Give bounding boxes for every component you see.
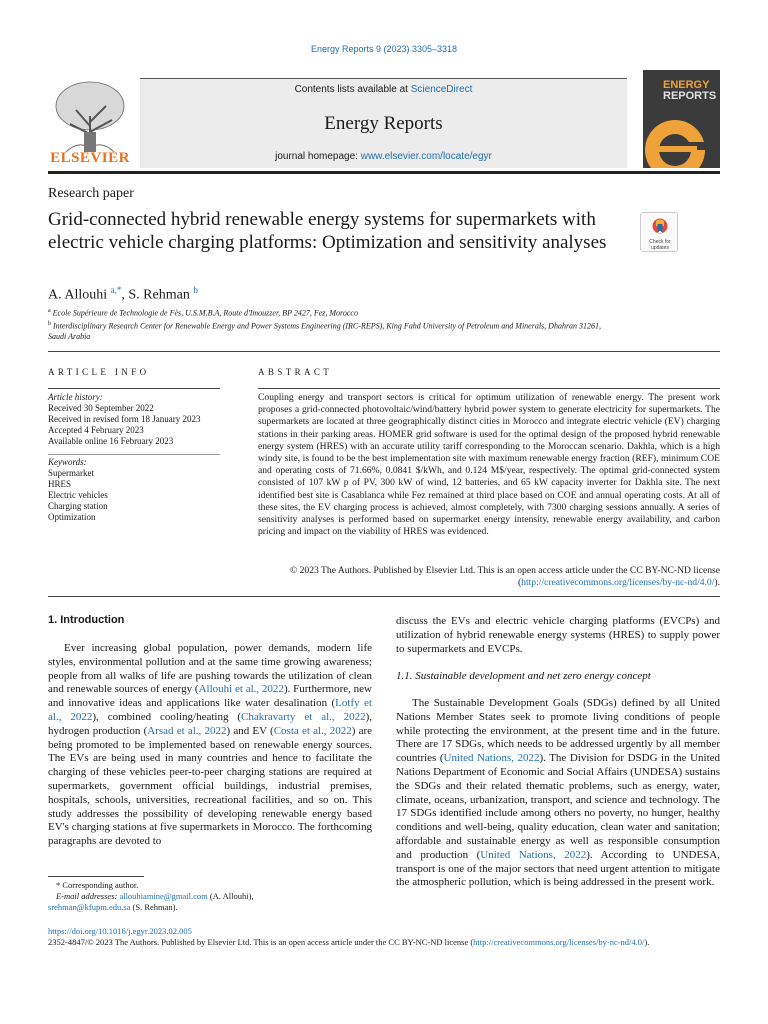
ref-arsad-link[interactable]: Arsad et al., 2022 bbox=[147, 724, 227, 737]
affiliations bbox=[48, 306, 608, 342]
doi-link[interactable]: https://doi.org/10.1016/j.egyr.2023.02.005 bbox=[48, 926, 192, 936]
affil-a-marker: a bbox=[48, 308, 51, 314]
affil-b-text: Interdisciplinary Research Center for Renewable Energy and Power Systems Engineering (IRC-REPS), King Fahd University of Petroleum and Minerals, Dhahran 31261, Saudi Arabia bbox=[48, 321, 602, 342]
info-divider bbox=[48, 388, 220, 389]
section-divider bbox=[48, 351, 720, 352]
footnotes bbox=[48, 880, 372, 913]
intro-text: ) are being promoted to be implemented based on renewable energy sources. The EVs are being used in many countries and hence to facilitate the charging of these vehicles peer-to-peer charging stations are required at supermarkets, government official buildings, industrial premises, hospitals, schools, universities, recreational facilities, and so on. This study addresses the possibility of developing renewable energy based EV's charging stations at five supermarkets in Morocco. The forthcoming paragraphs are devoted to bbox=[48, 724, 372, 848]
issn-prefix: 2352-4847/© 2023 The Authors. Published by Elsevier Ltd. This is an open access article under the CC BY-NC-ND license ( bbox=[48, 937, 474, 947]
intro-text: ) and EV ( bbox=[226, 724, 274, 737]
keyword-item: Optimization bbox=[48, 512, 96, 522]
author-rehman: S. Rehman bbox=[128, 287, 190, 303]
email-line-2 bbox=[48, 902, 372, 913]
article-type: Research paper bbox=[48, 186, 134, 201]
homepage-line bbox=[140, 151, 627, 162]
author-allouhi: A. Allouhi bbox=[48, 287, 108, 303]
keyword-item: Charging station bbox=[48, 501, 108, 511]
publisher-name: ELSEVIER bbox=[50, 150, 130, 166]
affiliation-b bbox=[48, 319, 608, 343]
cover-e-graphic-icon bbox=[643, 100, 715, 168]
sciencedirect-link[interactable]: ScienceDirect bbox=[410, 84, 473, 95]
homepage-prefix: journal homepage: bbox=[275, 151, 361, 162]
issn-license-line bbox=[48, 937, 720, 948]
article-info-heading: ARTICLE INFO bbox=[48, 367, 150, 377]
footnote-divider bbox=[48, 876, 144, 877]
keywords-label: Keywords: bbox=[48, 457, 87, 467]
footer-license-link[interactable]: http://creativecommons.org/licenses/by-nc-nd/4.0/ bbox=[473, 937, 645, 947]
issn-suffix: ). bbox=[644, 937, 650, 947]
author-list bbox=[48, 285, 198, 304]
history-accepted: Accepted 4 February 2023 bbox=[48, 425, 144, 435]
email-allouhi-link[interactable]: allouhiamine@gmail.com bbox=[119, 891, 208, 901]
sdg-text: ). The Division for DSDG in the United Nations Department of Economic and Social Affairs (UNDESA) sustains the SDGs and their related thematic problems, such as energy, water, climate, oceans, urbanization, transport, and science and technology. The 17 SDGs identified include among others no poverty, no hunger, healthy conditions and well-being, quality education, clean water and sanitation; affordable and sustainable energy as well as responsible consumption and production ( bbox=[396, 752, 721, 861]
ref-united-nations-link[interactable]: United Nations, 2022 bbox=[480, 848, 587, 861]
affil-b-marker: b bbox=[48, 320, 51, 327]
keywords-divider bbox=[48, 454, 220, 455]
crossmark-icon bbox=[652, 217, 668, 237]
email-line bbox=[48, 891, 372, 902]
ref-costa-link[interactable]: Costa et al., 2022 bbox=[273, 724, 352, 737]
keyword-item: HRES bbox=[48, 479, 72, 489]
keyword-item: Electric vehicles bbox=[48, 490, 108, 500]
sdg-paragraph bbox=[396, 697, 720, 890]
contents-line bbox=[140, 84, 627, 95]
journal-header-box bbox=[140, 78, 627, 168]
history-online: Available online 16 February 2023 bbox=[48, 436, 174, 446]
intro-text: ), combined cooling/heating ( bbox=[92, 710, 242, 723]
introduction-paragraph bbox=[48, 642, 372, 849]
introduction-continued: discuss the EVs and electric vehicle charging platforms (EVCPs) and utilization of hybrid renewable energy systems (HRES) to supply power to supermarkets and EVCPs. bbox=[396, 615, 720, 655]
abstract-text: Coupling energy and transport sectors is critical for optimum utilization of renewable energy. The present work proposes a grid-connected photovoltaic/wind/battery hybrid power system to generate electricity for supermarkets. The supermarkets are located at three geographically distinct cities in Morocco and integrate electric vehicle (EV) charging stations in their parking areas. HOMER grid software is used for the optimal design of the proposed hybrid renewable energy system (HRES) with an accurate utility tariff corresponding to the Moroccan scenario. Dakhla, which is a high windy site, is found to be the best implementation site with maximum renewable energy fraction (REF), minimum COE and operating costs of 71.66%, 0.0841 $/kWh, and 0.124 M$/year, respectively. The optimal grid-connected system consisted of 107 kW p of PV, 300 kW of wind, 12 batteries, and 65 kW capacity inverter for Dakhla site. The next identified best site is Casablanca while Fez remained at third place based on COE and annual operating costs. At all of these sites, the EV charging process is achieved, almost completely, with 7300 charging sessions annually. A series of sensitivity analyses is performed based on supermarket energy intensity, renewable energy availability, and carbon pricing and impact on the viability of HRES was evidenced. bbox=[258, 392, 720, 538]
sdg-text: ). According to UNDESA, transport is one of the major sectors that need urgent attention to mitigate the atmospheric pollution, which is being addressed in the present work. bbox=[396, 848, 720, 889]
corresponding-author-note: * Corresponding author. bbox=[56, 880, 139, 890]
email-rehman-link[interactable]: srehman@kfupm.edu.sa bbox=[48, 902, 131, 912]
history-label: Article history: bbox=[48, 392, 103, 402]
intro-text: ). Furthermore, new and innovative ideas and applications like water desalination ( bbox=[48, 683, 372, 710]
abstract-heading: ABSTRACT bbox=[258, 367, 333, 377]
article-history bbox=[48, 392, 220, 447]
copyright-prefix: © 2023 The Authors. Published by Elsevier Ltd. This is an open access article under the CC BY-NC-ND license ( bbox=[289, 565, 720, 589]
email-allouhi-owner: (A. Allouhi), bbox=[207, 891, 254, 901]
affil-a-text: Ecole Supérieure de Technologie de Fès, U.S.M.B.A, Route d'Imouzzer, BP 2427, Fez, Morocco bbox=[50, 308, 358, 318]
check-for-updates-button[interactable] bbox=[640, 212, 678, 252]
journal-homepage-link[interactable]: www.elsevier.com/locate/egyr bbox=[360, 151, 492, 162]
journal-title: Energy Reports bbox=[324, 113, 443, 134]
abstract-copyright bbox=[258, 565, 720, 589]
intro-text: Ever increasing global population, power demands, modern life styles, environmental pollution and at the same time growing awareness; people from all walks of life are pushing towards the utilization of clean and renewable sources of energy ( bbox=[48, 642, 372, 696]
author-allouhi-affil-link[interactable]: a,* bbox=[110, 285, 122, 295]
contents-prefix: Contents lists available at bbox=[294, 84, 411, 95]
keyword-item: Supermarket bbox=[48, 468, 94, 478]
journal-cover-image bbox=[643, 70, 720, 168]
keywords bbox=[48, 457, 220, 523]
sdg-text: The Sustainable Development Goals (SDGs) defined by all United Nations Member States seek to promote living conditions of people while protecting the environment, at the present time and in the future. There are 17 SDGs, which needs to be addressed urgently by all member countries ( bbox=[396, 697, 720, 765]
ref-united-nations-link[interactable]: United Nations, 2022 bbox=[443, 752, 540, 765]
section-heading-introduction: 1. Introduction bbox=[48, 614, 125, 626]
body-divider bbox=[48, 596, 720, 597]
history-revised: Received in revised form 18 January 2023 bbox=[48, 414, 201, 424]
cover-title-line2: REPORTS bbox=[663, 90, 717, 102]
header-divider bbox=[48, 171, 720, 174]
ref-lotfy-link[interactable]: Lotfy et al., 2022 bbox=[48, 697, 372, 723]
cover-title-line1: ENERGY bbox=[663, 79, 710, 91]
journal-citation[interactable]: Energy Reports 9 (2023) 3305–3318 bbox=[310, 44, 458, 54]
subsection-heading-1-1: 1.1. Sustainable development and net zero energy concept bbox=[396, 670, 651, 682]
abstract-divider bbox=[258, 388, 720, 389]
crossmark-label: Check for updates bbox=[649, 239, 671, 251]
email-label: E-mail addresses: bbox=[56, 891, 120, 901]
intro-text: ), hydrogen production ( bbox=[48, 710, 372, 737]
ref-allouhi-link[interactable]: Allouhi et al., 2022 bbox=[198, 683, 284, 696]
license-link[interactable]: http://creativecommons.org/licenses/by-nc-nd/4.0/ bbox=[521, 577, 715, 589]
author-separator: , bbox=[121, 287, 129, 303]
email-rehman-owner: (S. Rehman). bbox=[130, 902, 178, 912]
journal-header bbox=[48, 70, 720, 168]
ref-chakravarty-link[interactable]: Chakravarty et al., 2022 bbox=[241, 710, 366, 723]
copyright-suffix: ). bbox=[714, 577, 720, 589]
author-rehman-affil-link[interactable]: b bbox=[193, 285, 198, 295]
history-received: Received 30 September 2022 bbox=[48, 403, 154, 413]
affiliation-a bbox=[48, 306, 608, 319]
article-title: Grid-connected hybrid renewable energy systems for supermarkets with electric vehicle charging platforms: Optimization and sensitivity analyses bbox=[48, 209, 607, 253]
